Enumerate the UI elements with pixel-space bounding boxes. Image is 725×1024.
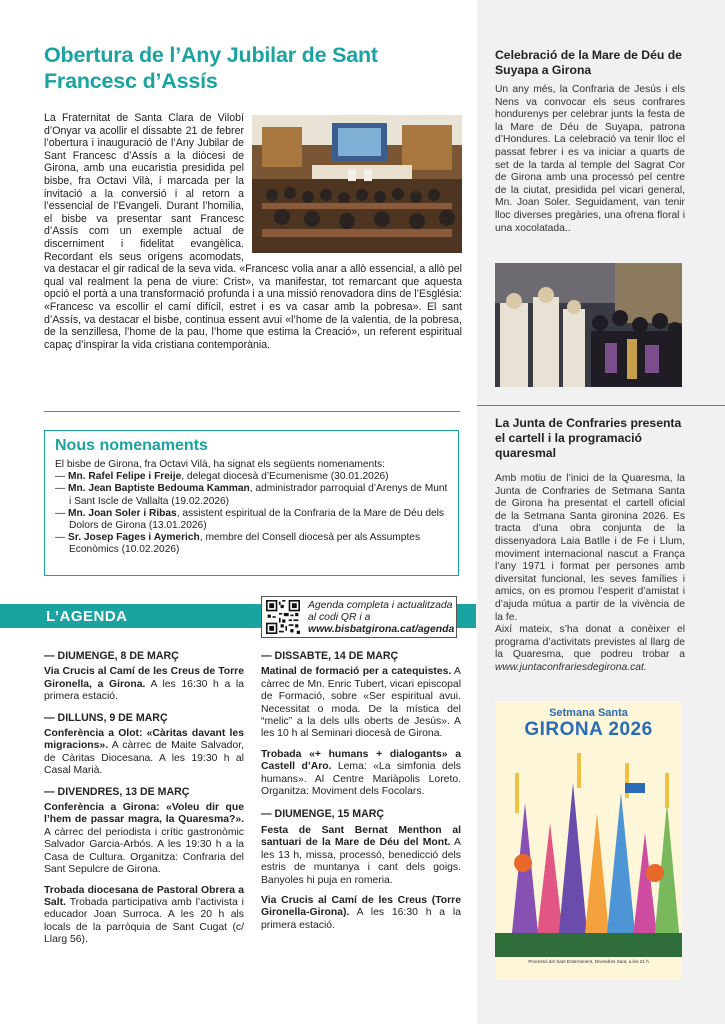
agenda-date: — DILLUNS, 9 DE MARÇ [44, 711, 168, 724]
agenda-event [261, 749, 461, 799]
agenda-event [44, 885, 244, 947]
main-article-title: Obertura de l’Any Jubilar de Sant Francesc d’Assís [44, 43, 378, 93]
agenda-link[interactable]: www.bisbatgirona.cat/agenda [308, 624, 455, 635]
agenda-event [261, 825, 461, 887]
appointments-intro: El bisbe de Girona, fra Octavi Vilà, ha signat els següents nomenaments: [55, 459, 385, 470]
agenda-event-text: A càrrec del periodista i crític gastronòmic Salvador Garcia-Arbós. A les 19:30 h a la Casa de Cultura. Organitza: Confraria del Sant Sepulcre de Girona. [44, 826, 244, 876]
agenda-event [44, 802, 244, 876]
agenda-qr-box[interactable] [261, 596, 457, 638]
agenda-event-text: Lema: «La simfonia dels humans». Al Centre Mariàpolis Loreto. Organitza: Moviment dels Focolars. [261, 761, 461, 798]
agenda-event-title: Matinal de formació per a catequistes. [261, 666, 452, 678]
sidebar-article2-text2: Així mateix, s’ha donat a conèixer el programa d’activitats previstes al llarg de la Quaresma, que podreu trobar a [495, 624, 685, 661]
agenda-date: — DISSABTE, 14 DE MARÇ [261, 650, 399, 662]
agenda-event-text: A les 13 h, missa, processó, benedicció dels estris de muntanya i cant dels goigs. Banyoles hi puja en romeria. [261, 837, 461, 886]
qr-code-icon[interactable] [266, 600, 300, 634]
agenda-column-left [44, 650, 244, 955]
appointment-item: — Sr. Josep Fages i Aymerich, membre del Consell diocesà per als Assumptes Econòmics (10.02.2026) [55, 532, 421, 556]
agenda-event-text: A càrrec de Mn. Enric Tubert, vicari episcopal de Formació, sobre «Ser espiritual avui. Necessitat o moda. De la mística del “melic” a la dels ulls oberts de Jesús». A les 10 h al Seminari diocesà de Girona. [261, 666, 461, 740]
sidebar [477, 0, 725, 1024]
agenda-event [261, 666, 461, 740]
appointments-box [44, 430, 459, 576]
procession-photo [495, 263, 682, 387]
church-mass-photo [252, 115, 462, 253]
section-divider [44, 411, 460, 412]
agenda-date: — DIUMENGE, 8 DE MARÇ [44, 650, 179, 662]
appointment-desc: , membre del Consell diocesà per als Assumptes Econòmics (10.02.2026) [69, 532, 421, 556]
agenda-event-title: Via Crucis al Camí de les Creus de Torre Gironella, a Girona. [44, 666, 244, 690]
appointment-desc: , administrador parroquial d’Arenys de Munt i Sant Iscle de Vallalta (19.02.2026) [69, 483, 448, 507]
agenda-date: — DIVENDRES, 13 DE MARÇ [44, 785, 190, 798]
appointment-item: — Mn. Rafel Felipe i Freije, delegat diocesà d’Ecumenisme (30.01.2026) [55, 471, 389, 483]
agenda-event-title: Conferència a Girona: «Voleu dir que l’hem de passar magra, la Quaresma?». [44, 802, 244, 826]
sidebar-article2-text: Amb motiu de l’inici de la Quaresma, la Junta de Confraries de Setmana Santa de Girona ha presentat el cartell oficial de la Setmana Santa gironina 2026. Es tracta d’una obra conjunta de la dissenyadora Laia Batlle i de Fe i Llum, moviment internacional nascut a França l’any 1971 i format per persones amb diversitat funcional, les seves famílies i amics, on es promou l’esperit d’amistat i d’ajuda mútua a partir de la vivència de la fe. [495, 473, 685, 623]
agenda-event [261, 895, 461, 932]
confraries-link[interactable]: www.juntaconfrariesdegirona.cat. [495, 661, 647, 673]
appointments-title: Nous nomenaments [55, 437, 208, 454]
appointments-list [55, 471, 448, 556]
agenda-event-text: A les 16:30 h a la primera estació. [44, 678, 244, 703]
agenda-event-text: A les 16:30 h a la primera estació. [261, 907, 461, 931]
agenda-event-text: A càrrec de Maite Salvador, de Càritas Diocesana. A les 19:30 h al Casal Marià. [44, 740, 244, 777]
agenda-qr-caption: Agenda completa i actualitzada al codi QR i a [308, 600, 453, 623]
agenda-event-title: Festa de Sant Bernat Menthon al santuari de la Mare de Déu del Mont. [261, 824, 461, 849]
agenda-event-title: Trobada diocesana de Pastoral Obrera a Salt. [44, 884, 244, 908]
appointment-desc: , assistent espiritual de la Confraria de la Mare de Déu dels Dolors de Girona (13.01.2026) [69, 507, 445, 532]
agenda-qr-text [308, 600, 456, 636]
sidebar-divider [477, 405, 725, 406]
appointment-item: — Mn. Jean Baptiste Bedouma Kamman, administrador parroquial d’Arenys de Munt i Sant Iscle de Vallalta (19.02.2026) [55, 483, 448, 507]
appointment-name: Mn. Jean Baptiste Bedouma Kamman [68, 483, 250, 495]
main-article [44, 112, 462, 351]
sidebar-article1-title: Celebració de la Mare de Déu de Suyapa a Girona [495, 48, 682, 77]
agenda-event-title: Trobada «+ humans + dialogants» a Castell d’Aro. [261, 748, 461, 773]
agenda-event [44, 666, 244, 703]
agenda-title: L’AGENDA [46, 608, 128, 625]
appointment-desc: , delegat diocesà d’Ecumenisme (30.01.2026) [181, 471, 389, 483]
agenda-event-title: Conferència a Olot: «Càritas davant les migracions». [44, 728, 244, 752]
poster-caption: Processó del Sant Enterrament, Divendres Sant, a les 21 h [528, 959, 649, 964]
agenda-event-text: Trobada participativa amb l’activista i educador Joan Surroca. A les 20 h als locals de la parròquia de Sant Cugat (c/ Llarg 56). [44, 896, 244, 946]
poster-title: GIRONA 2026 [524, 719, 653, 740]
sidebar-article2-title: La Junta de Confraries presenta el cartell i la programació quaresmal [495, 416, 682, 460]
sidebar-article2-body [495, 473, 685, 675]
agenda-event-title: Via Crucis al Camí de les Creus (Torre Gironella-Girona). [261, 894, 461, 919]
appointment-name: Sr. Josep Fages i Aymerich [68, 532, 200, 544]
agenda-date: — DIUMENGE, 15 MARÇ [261, 808, 385, 821]
appointment-item: — Mn. Joan Soler i Ribas, assistent espiritual de la Confraria de la Mare de Déu dels Dolors de Girona (13.01.2026) [55, 507, 445, 532]
appointment-name: Mn. Joan Soler i Ribas [68, 507, 177, 519]
agenda-column-right [261, 650, 461, 940]
main-article-header [44, 42, 462, 94]
sidebar-article1-text: Un any més, la Confraria de Jesús i els Nens va convocar els seus confrares hondurenys per celebrar junts la festa de la Mare de Déu de Suyapa, patrona d’Hondures. La celebració va tenir lloc el passat febrer i es va iniciar a quarts de set de la tarda al temple del Sagrat Cor de Girona amb una processó pel centre de la ciutat, presidida pel vicari general, Mn. Joan Soler. Seguidament, van tenir lloc diverses pregàries, una ofrena floral i una xocolatada.. [495, 84, 685, 234]
agenda-event [44, 728, 244, 778]
appointment-name: Mn. Rafel Felipe i Freije [68, 471, 182, 483]
poster-subtitle: Setmana Santa [549, 707, 628, 719]
holy-week-poster [495, 701, 682, 980]
main-article-body: La Fraternitat de Santa Clara de Vilobí d’Onyar va acollir el dissabte 21 de febrer l’obertura i inauguració de l’Any Jubilar de Sant Francesc d’Assís a la diòcesi de Girona, amb una eucaristia presidida pel bisbe, fra Octavi Vilà, i marcada per la invitació a la conversió i al retorn a l’essencial de l’Evangeli. Durant l’homilia, el bisbe va presentar sant Francesc d’Assís com un exemple actual de discerniment i fidelitat evangèlica. Recordant els seus orígens acomodats, va destacar el gir radical de la seva vida. «Francesc volia anar a allò essencial, a allò pel qual val realment la pena de viure: Crist», va manifestar, tot remarcant que aquesta opció el portà a una transformació profunda i a una missió renovadora dins de l’Església: «Francesc va escollir el camí difícil, estret i es va casar amb la pobresa». El sant d’Assís, va destacar el bisbe, continua essent avui «l’home de la valentia, de la pobresa, de la senzillesa, l’home de la pau, l’home que estima la Creació», un referent espiritual capaç d’inspirar la vida cristiana contemporània. [44, 112, 462, 351]
poster-illustration [495, 743, 682, 957]
